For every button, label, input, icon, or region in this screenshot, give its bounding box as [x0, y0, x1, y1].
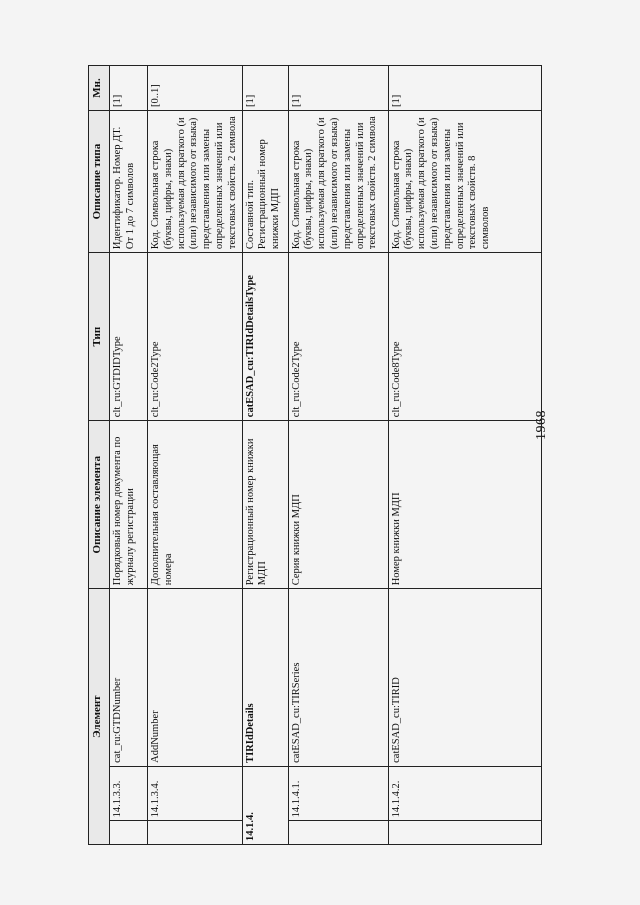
header-type: Тип	[89, 253, 110, 421]
indent-cell	[288, 821, 388, 845]
page-number: 1968	[534, 410, 549, 440]
type-description: Идентификатор. Номер ДТ. От 1 до 7 символов	[110, 111, 148, 253]
element-description: Дополнительная составляющая номера	[148, 421, 243, 589]
element-name: catESAD_cu:TIRID	[388, 589, 541, 767]
element-name: catESAD_cu:TIRSeries	[288, 589, 388, 767]
element-description: Номер книжки МДП	[388, 421, 541, 589]
element-type: clt_ru:Code8Type	[388, 253, 541, 421]
row-number: 14.1.3.4.	[148, 766, 243, 820]
element-name: TIRIdDetails	[242, 589, 288, 767]
indent-cell	[148, 821, 243, 845]
rotated-table-wrapper	[88, 65, 542, 845]
multiplicity: [0..1]	[148, 66, 243, 111]
table-row	[288, 66, 388, 845]
multiplicity: [1]	[288, 66, 388, 111]
element-name: cat_ru:GTDNumber	[110, 589, 148, 767]
row-number: 14.1.4.	[242, 766, 288, 844]
element-description: Порядковый номер документа по журналу регистрации	[110, 421, 148, 589]
element-type: clt_ru:GTDIDType	[110, 253, 148, 421]
type-description: Код. Символьная строка (буквы, цифры, знаки) используемая для краткого (и (или) независимого от языка) представления или замены определенных значений или текстовых свойств. 2 символа	[148, 111, 243, 253]
multiplicity: [1]	[242, 66, 288, 111]
element-description: Регистрационный номер книжки МДП	[242, 421, 288, 589]
type-description: Составной тип. Регистрационный номер книжки МДП	[242, 111, 288, 253]
indent-cell	[110, 821, 148, 845]
multiplicity: [1]	[110, 66, 148, 111]
type-description: Код. Символьная строка (буквы, цифры, знаки) используемая для краткого (и (или) независимого от языка) представления или замены определенных значений или текстовых свойств. 2 символа	[288, 111, 388, 253]
table-row	[148, 66, 243, 845]
row-number: 14.1.4.1.	[288, 766, 388, 820]
header-multiplicity: Мн.	[89, 66, 110, 111]
type-description: Код. Символьная строка (буквы, цифры, знаки) используемая для краткого (и (или) независимого от языка) представления или замены определенных значений или текстовых свойств. 8 символов	[388, 111, 541, 253]
table-row	[388, 66, 541, 845]
header-element: Элемент	[89, 589, 110, 845]
table-row	[242, 66, 288, 845]
header-type-description: Описание типа	[89, 111, 110, 253]
element-table	[88, 65, 542, 845]
element-description: Серия книжки МДП	[288, 421, 388, 589]
indent-cell	[388, 821, 541, 845]
header-element-description: Описание элемента	[89, 421, 110, 589]
element-type: clt_ru:Code2Type	[288, 253, 388, 421]
element-name: AddNumber	[148, 589, 243, 767]
multiplicity: [1]	[388, 66, 541, 111]
table-row	[110, 66, 148, 845]
table-header-row	[89, 66, 110, 845]
element-type: catESAD_cu:TIRIdDetailsType	[242, 253, 288, 421]
row-number: 14.1.4.2.	[388, 766, 541, 820]
element-type: clt_ru:Code2Type	[148, 253, 243, 421]
row-number: 14.1.3.3.	[110, 766, 148, 820]
